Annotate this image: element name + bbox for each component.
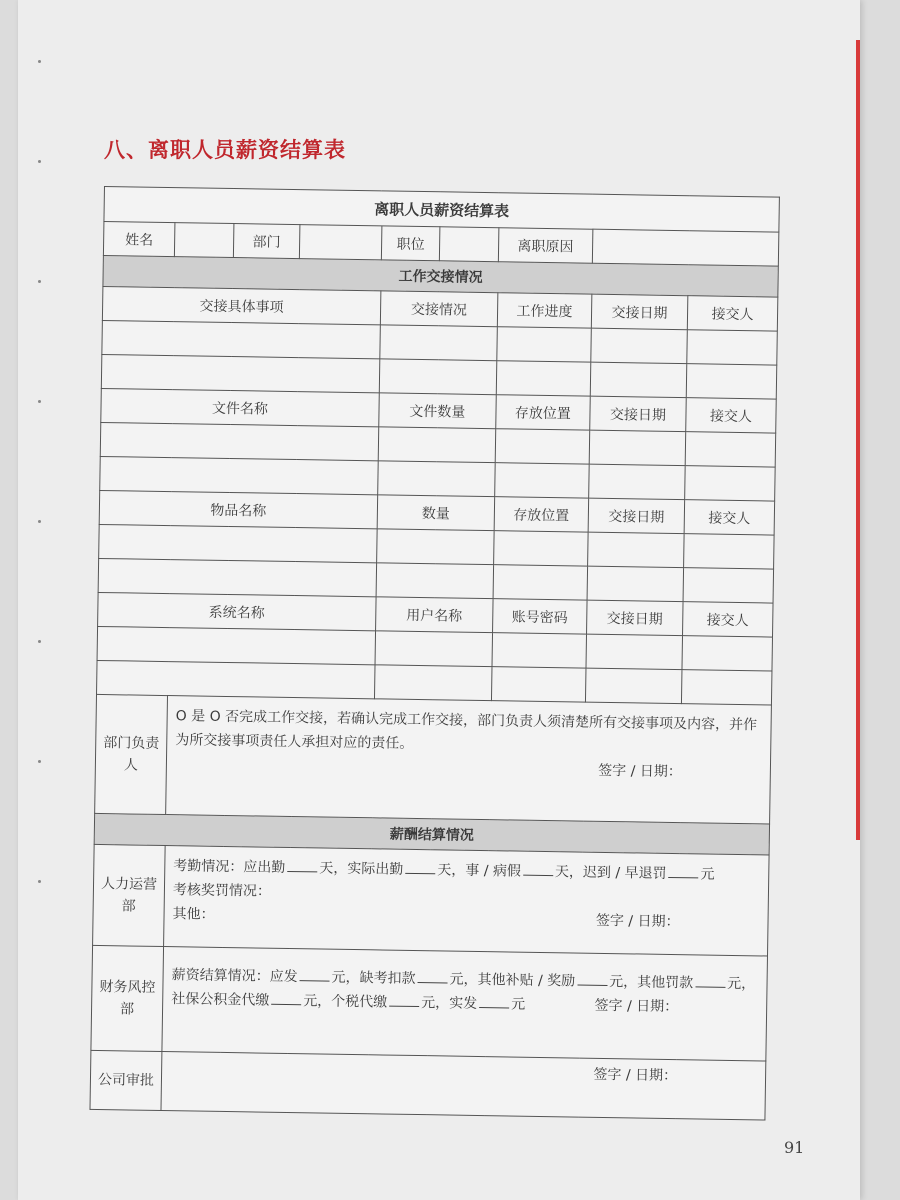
col-file-count: 文件数量 [379, 393, 497, 429]
value-position[interactable] [440, 227, 499, 262]
col-file-location: 存放位置 [496, 395, 591, 430]
approval-content[interactable] [161, 1052, 766, 1120]
col-handover-date: 交接日期 [591, 294, 688, 330]
finance-line1: 薪资结算情况：应发 元，缺考扣款 元，其他补贴 / 奖励 元，其他罚款 元， [171, 967, 756, 993]
col-item-count: 数量 [377, 495, 495, 531]
finance-line2: 社保公积金代缴 元，个税代缴 元，实发 元 签字 / 日期： [171, 987, 758, 1020]
label-hr-dept: 人力运营部 [93, 844, 166, 946]
col-receiver: 接交人 [687, 296, 778, 331]
col-system-user: 用户名称 [375, 597, 493, 633]
binding-holes [38, 60, 42, 960]
col-item-date: 交接日期 [588, 498, 685, 534]
hr-row [93, 844, 770, 956]
section-heading: 八、离职人员薪资结算表 [104, 138, 346, 162]
value-name[interactable] [174, 223, 233, 258]
label-approval: 公司审批 [90, 1050, 162, 1110]
finance-content[interactable] [162, 947, 768, 1061]
finance-row [91, 945, 768, 1061]
col-system-date: 交接日期 [586, 600, 683, 636]
dept-head-row [95, 694, 772, 824]
col-handover-item: 交接具体事项 [102, 286, 380, 324]
form-title: 离职人员薪资结算表 [104, 187, 779, 233]
col-item-name: 物品名称 [99, 490, 377, 528]
hr-signature: 签字 / 日期： [595, 912, 680, 931]
col-item-receiver: 接交人 [684, 500, 775, 535]
approval-row [90, 1050, 766, 1120]
label-department: 部门 [233, 224, 300, 259]
col-file-name: 文件名称 [101, 388, 379, 426]
col-file-receiver: 接交人 [686, 398, 777, 433]
value-leave-reason[interactable] [592, 229, 779, 266]
hr-reward: 考核奖罚情况： [172, 882, 272, 900]
col-system-name: 系统名称 [98, 592, 376, 630]
hr-attendance: 考勤情况：应出勤 天，实际出勤 天，事 / 病假 天，迟到 / 早退罚 元 [173, 858, 715, 883]
hr-other: 其他： [172, 906, 215, 923]
col-system-password: 账号密码 [492, 599, 587, 634]
approval-signature: 签字 / 日期： [593, 1066, 678, 1085]
hr-content[interactable] [164, 846, 769, 956]
col-work-progress: 工作进度 [497, 293, 592, 328]
label-dept-head: 部门负责人 [95, 694, 168, 814]
dept-head-signature: 签字 / 日期： [598, 762, 682, 781]
label-position: 职位 [381, 226, 440, 261]
col-system-receiver: 接交人 [683, 602, 774, 637]
red-page-edge [856, 40, 860, 840]
label-finance-dept: 财务风控部 [91, 945, 164, 1051]
value-department[interactable] [300, 225, 382, 260]
section-salary: 薪酬结算情况 [94, 813, 769, 855]
label-name: 姓名 [103, 222, 175, 257]
section-handover: 工作交接情况 [103, 255, 778, 297]
col-file-date: 交接日期 [590, 396, 687, 432]
finance-signature: 签字 / 日期： [594, 997, 679, 1016]
dept-head-text: O 是 O 否完成工作交接，若确认完成工作交接，部门负责人须清楚所有交接事项及内容，并作为所交接事项责任人承担对应的责任。 [175, 708, 758, 752]
dept-head-statement[interactable] [166, 696, 772, 824]
col-item-location: 存放位置 [494, 497, 589, 532]
page-number: 91 [784, 1138, 805, 1157]
label-leave-reason: 离职原因 [498, 228, 593, 263]
col-handover-status: 交接情况 [380, 291, 498, 327]
settlement-form [89, 186, 779, 1121]
